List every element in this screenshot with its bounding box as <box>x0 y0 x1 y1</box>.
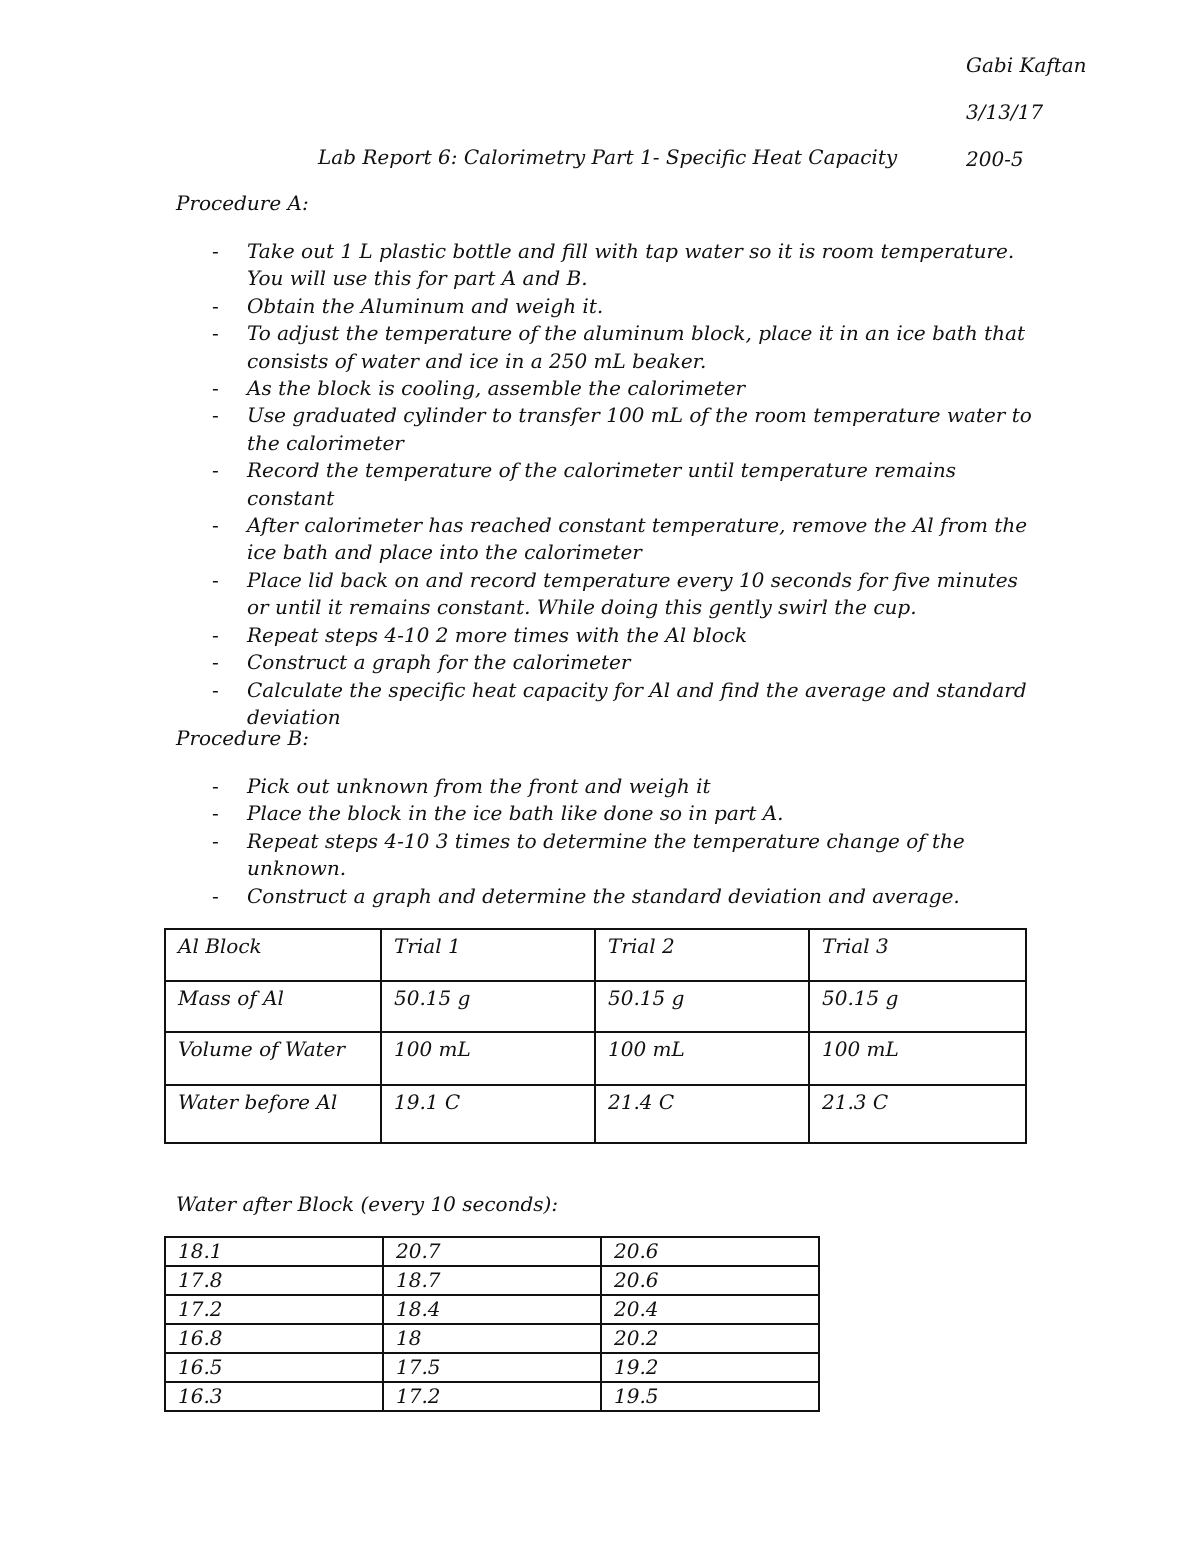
table-cell: Volume of Water <box>165 1032 381 1085</box>
water-after-table <box>164 1236 820 1412</box>
table-cell: 18.1 <box>165 1237 383 1266</box>
list-dash: - <box>212 828 219 853</box>
list-dash: - <box>212 883 219 908</box>
list-dash: - <box>212 321 219 346</box>
table-cell: 20.6 <box>601 1237 819 1266</box>
table-row <box>165 981 1026 1032</box>
table-cell: 17.5 <box>383 1353 601 1382</box>
report-title: Lab Report 6: Calorimetry Part 1- Specific Heat Capacity <box>318 145 898 169</box>
table-cell: 19.2 <box>601 1353 819 1382</box>
step-text: Construct a graph and determine the standard deviation and average. <box>247 883 960 908</box>
procedure-a-step <box>0 677 1037 732</box>
table-cell: 19.1 C <box>381 1085 595 1143</box>
procedure-b-step <box>0 773 1037 800</box>
table-row <box>165 1032 1026 1085</box>
procedure-a-step <box>0 512 1037 567</box>
trial-table <box>164 928 1027 1144</box>
procedure-a-step <box>0 402 1037 457</box>
table-cell: 18 <box>383 1324 601 1353</box>
list-dash: - <box>212 403 219 428</box>
author-name: Gabi Kaftan <box>966 53 1087 77</box>
list-dash: - <box>212 513 219 538</box>
list-dash: - <box>212 293 219 318</box>
table-row <box>165 1324 819 1353</box>
step-text: Obtain the Aluminum and weigh it. <box>247 293 604 318</box>
table-cell: 16.8 <box>165 1324 383 1353</box>
table-cell: 50.15 g <box>809 981 1026 1032</box>
table-row <box>165 1295 819 1324</box>
table-cell: Al Block <box>165 929 381 981</box>
table-cell: 100 mL <box>809 1032 1026 1085</box>
table-cell: 17.2 <box>383 1382 601 1411</box>
table-cell: 17.2 <box>165 1295 383 1324</box>
table-cell: 18.4 <box>383 1295 601 1324</box>
procedure-a-step <box>0 649 1037 676</box>
step-text: To adjust the temperature of the aluminum block, place it in an ice bath that consists of water and ice in a 250 mL beaker. <box>247 321 1026 373</box>
step-text: Construct a graph for the calorimeter <box>247 650 631 675</box>
list-dash: - <box>212 376 219 401</box>
step-text: Use graduated cylinder to transfer 100 mL of the room temperature water to the calorimeter <box>247 403 1032 455</box>
list-dash: - <box>212 650 219 675</box>
table-cell: 100 mL <box>595 1032 809 1085</box>
table-cell: Trial 2 <box>595 929 809 981</box>
list-dash: - <box>212 567 219 592</box>
table-cell: Trial 3 <box>809 929 1026 981</box>
table-cell: 18.7 <box>383 1266 601 1295</box>
procedure-a-heading: Procedure A: <box>176 191 309 215</box>
step-text: Repeat steps 4-10 3 times to determine the temperature change of the unknown. <box>247 828 965 881</box>
list-dash: - <box>212 239 219 263</box>
list-dash: - <box>212 622 219 647</box>
procedure-b-step <box>0 883 1037 910</box>
step-text: Place lid back on and record temperature every 10 seconds for five minutes or until it remains constant. While doing this gently swirl the cup. <box>247 567 1018 620</box>
water-after-caption: Water after Block (every 10 seconds): <box>176 1192 559 1216</box>
table-cell: Water before Al <box>165 1085 381 1143</box>
procedure-b-step <box>0 828 1037 883</box>
procedure-a-step <box>0 567 1037 622</box>
section-code: 200-5 <box>966 147 1024 171</box>
list-dash: - <box>212 677 219 702</box>
procedure-b-heading: Procedure B: <box>176 726 309 750</box>
procedure-a-step <box>0 375 1037 402</box>
table-cell: 16.3 <box>165 1382 383 1411</box>
procedure-b-step <box>0 800 1037 827</box>
procedure-a-step <box>0 457 1037 512</box>
table-row <box>165 1266 819 1295</box>
table-cell: 21.4 C <box>595 1085 809 1143</box>
list-dash: - <box>212 458 219 483</box>
table-cell: 20.6 <box>601 1266 819 1295</box>
procedure-a-step <box>0 293 1037 320</box>
table-row <box>165 1237 819 1266</box>
table-cell: 20.7 <box>383 1237 601 1266</box>
table-cell: 20.4 <box>601 1295 819 1324</box>
step-text: After calorimeter has reached constant temperature, remove the Al from the ice bath and place into the calorimeter <box>247 513 1028 565</box>
step-text: Calculate the specific heat capacity for Al and find the average and standard deviation <box>247 677 1027 729</box>
table-row <box>165 1353 819 1382</box>
step-text: Take out 1 L plastic bottle and fill with tap water so it is room temperature. You will use this for part A and B. <box>247 239 1015 291</box>
step-text: As the block is cooling, assemble the calorimeter <box>247 376 746 401</box>
table-cell: Trial 1 <box>381 929 595 981</box>
table-cell: 20.2 <box>601 1324 819 1353</box>
step-text: Record the temperature of the calorimeter until temperature remains constant <box>247 458 957 510</box>
step-text: Repeat steps 4-10 2 more times with the Al block <box>247 622 748 647</box>
table-cell: 19.5 <box>601 1382 819 1411</box>
procedure-a-step <box>0 320 1037 375</box>
procedure-b-steps <box>0 773 1037 910</box>
table-cell: 21.3 C <box>809 1085 1026 1143</box>
procedure-a-step <box>0 622 1037 649</box>
table-cell: Mass of Al <box>165 981 381 1032</box>
table-header-row <box>165 929 1026 981</box>
list-dash: - <box>212 801 219 826</box>
table-cell: 17.8 <box>165 1266 383 1295</box>
list-dash: - <box>212 774 219 798</box>
report-date: 3/13/17 <box>966 100 1044 124</box>
step-text: Place the block in the ice bath like done so in part A. <box>247 801 784 826</box>
step-text: Pick out unknown from the front and weigh it <box>247 774 711 798</box>
procedure-a-step <box>0 238 1037 293</box>
table-cell: 16.5 <box>165 1353 383 1382</box>
table-cell: 50.15 g <box>595 981 809 1032</box>
table-cell: 50.15 g <box>381 981 595 1032</box>
table-cell: 100 mL <box>381 1032 595 1085</box>
table-row <box>165 1382 819 1411</box>
table-row <box>165 1085 1026 1143</box>
procedure-a-steps <box>0 238 1037 731</box>
